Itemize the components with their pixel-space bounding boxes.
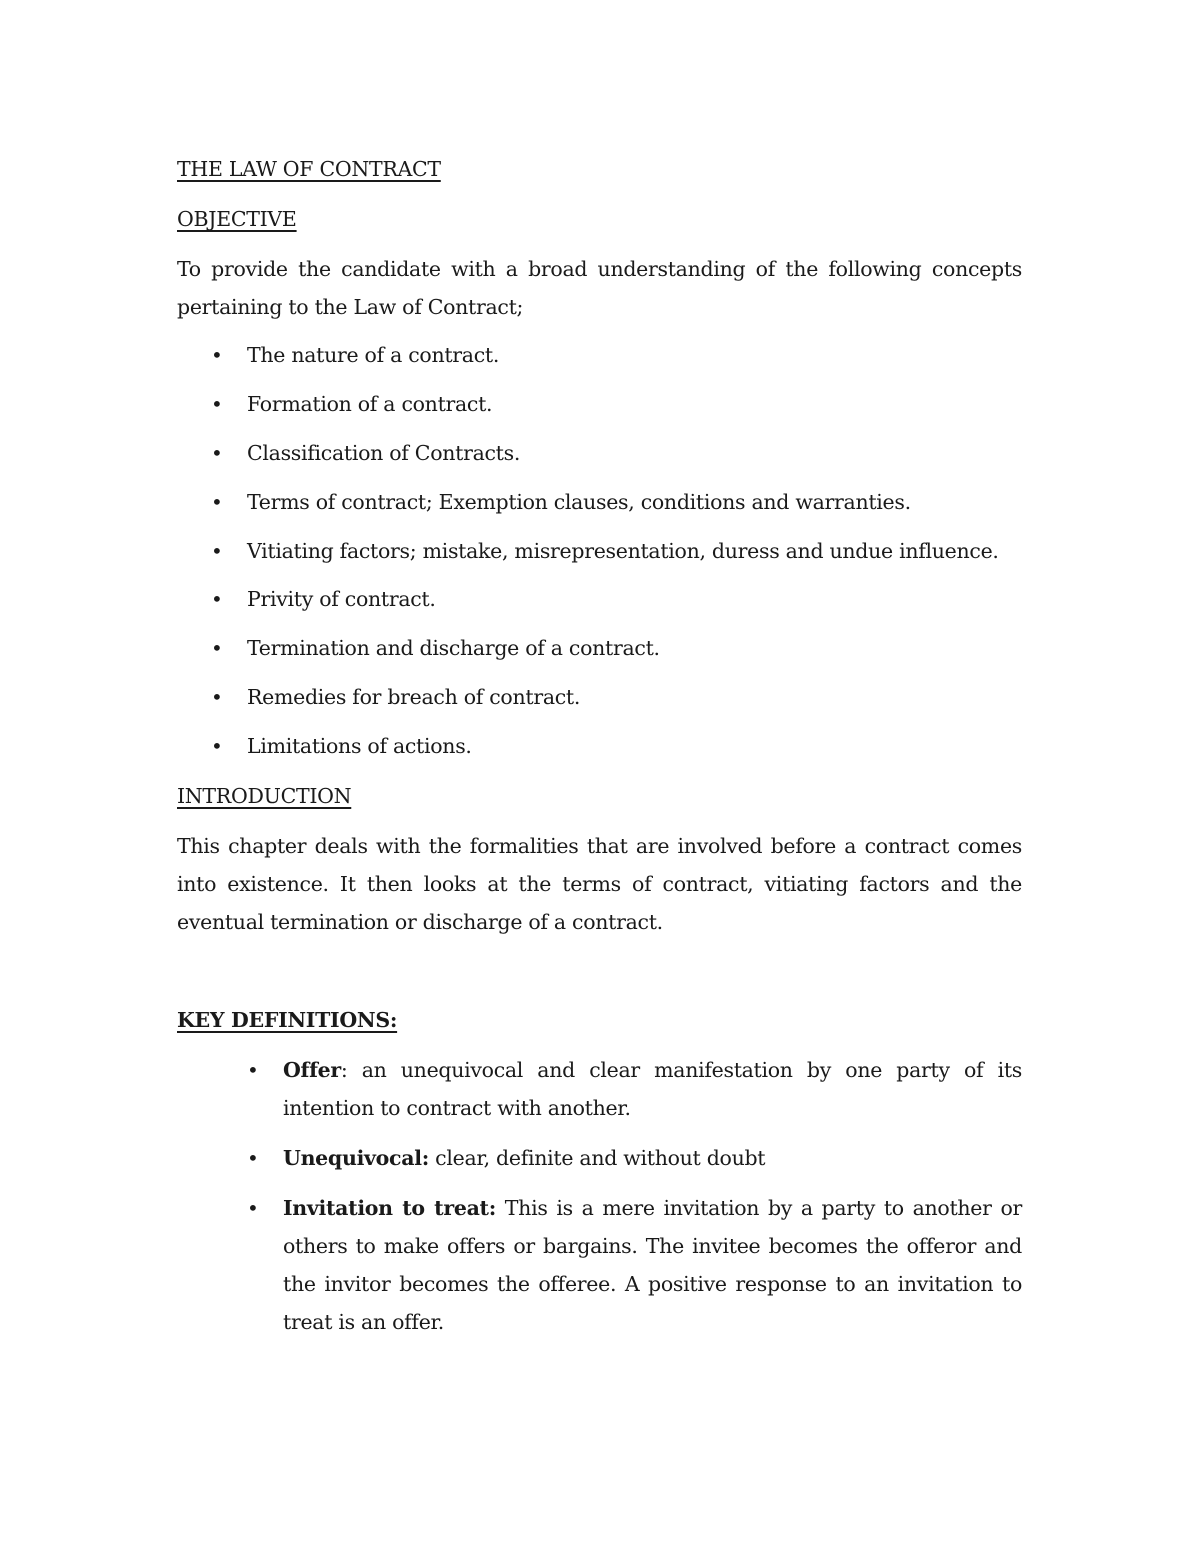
key-definitions-heading: KEY DEFINITIONS:	[177, 1008, 398, 1032]
document-title: THE LAW OF CONTRACT	[177, 157, 441, 181]
list-item	[177, 1139, 1022, 1177]
list-item: • The nature of a contract.	[177, 337, 1022, 374]
introduction-heading: INTRODUCTION	[177, 784, 352, 808]
list-item: • Offer: an unequivocal and clear manifestation by one party of its intention to contract with another.	[177, 1051, 1022, 1127]
bullet-icon: •	[247, 1146, 259, 1170]
list-item: • Privity of contract.	[177, 581, 1022, 618]
list-item: • Limitations of actions.	[177, 728, 1022, 765]
bullet-icon: •	[211, 343, 223, 367]
list-item: • Termination and discharge of a contract.	[177, 630, 1022, 667]
bullet-icon: •	[211, 636, 223, 660]
bullet-icon: •	[211, 539, 223, 563]
objective-heading: OBJECTIVE	[177, 207, 297, 231]
list-item: • Terms of contract; Exemption clauses, conditions and warranties.	[177, 484, 1022, 521]
objective-intro: To provide the candidate with a broad understanding of the following concepts pertaining to the Law of Contract;	[177, 257, 1022, 319]
definition-text: This is a mere invitation by a party to another or others to make offers or bargains. The invitee becomes the offeror and the invitor becomes the offeree. A positive response to an invitation to treat is an offer.	[283, 1196, 1022, 1334]
definition-text: an unequivocal and clear manifestation by one party of its intention to contract with another.	[283, 1058, 1022, 1120]
definition-term: Unequivocal:	[283, 1146, 429, 1170]
definitions-list	[177, 1051, 1022, 1341]
bullet-icon: •	[211, 734, 223, 758]
definition-text: clear, definite and without doubt	[428, 1146, 766, 1170]
definition-term: Offer	[283, 1058, 341, 1082]
bullet-icon: •	[211, 685, 223, 709]
list-item: • Vitiating factors; mistake, misrepresentation, duress and undue influence.	[177, 533, 1022, 569]
bullet-icon: •	[211, 490, 223, 514]
introduction-text: This chapter deals with the formalities that are involved before a contract comes into existence. It then looks at the terms of contract, vitiating factors and the eventual termination or discharge of a contract.	[177, 834, 1022, 934]
list-item	[177, 1189, 1022, 1341]
bullet-icon: •	[211, 441, 223, 465]
objective-list	[177, 337, 1022, 765]
list-item: • Formation of a contract.	[177, 386, 1022, 423]
bullet-icon: •	[211, 392, 223, 416]
list-item: • Classification of Contracts.	[177, 435, 1022, 472]
definition-term: Invitation to treat:	[283, 1196, 496, 1220]
bullet-icon: •	[247, 1196, 259, 1220]
list-item: • Remedies for breach of contract.	[177, 679, 1022, 716]
bullet-icon: •	[211, 587, 223, 611]
document-page	[177, 150, 1022, 1341]
bullet-icon: •	[247, 1058, 259, 1082]
